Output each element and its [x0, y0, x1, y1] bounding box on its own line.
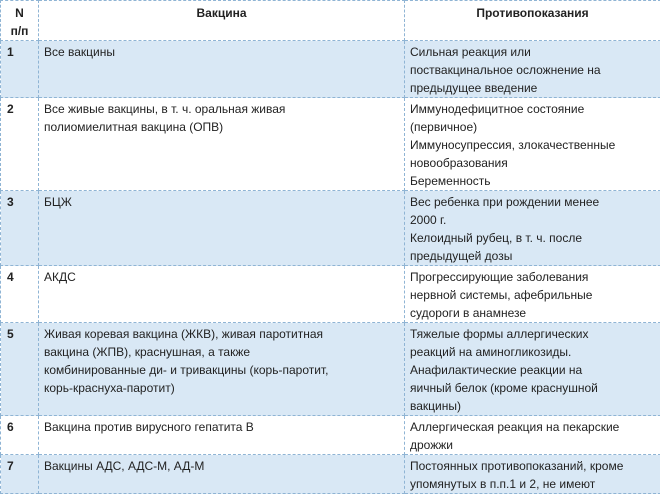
- row-number: 1: [1, 41, 39, 98]
- vaccine-text-line: Живая коревая вакцина (ЖКВ), живая паротитная: [44, 325, 399, 343]
- table-row: [1, 455, 660, 494]
- vaccine-text-line: АКДС: [44, 268, 399, 286]
- table-row: [1, 191, 660, 266]
- contraindication-text-line: Беременность: [410, 172, 655, 190]
- contraindication-cell: [405, 455, 660, 494]
- contraindication-text-line: новообразования: [410, 154, 655, 172]
- table-row: [1, 98, 660, 191]
- vaccine-text-line: полиомиелитная вакцина (ОПВ): [44, 118, 399, 136]
- contraindication-text-line: Анафилактические реакции на: [410, 361, 655, 379]
- contraindication-text-line: Сильная реакция или: [410, 43, 655, 61]
- contraindication-cell: [405, 41, 660, 98]
- vaccine-text-line: корь-краснуха-паротит): [44, 379, 399, 397]
- row-number: 3: [1, 191, 39, 266]
- contraindication-text-line: поствакцинальное осложнение на: [410, 61, 655, 79]
- contraindication-text-line: судороги в анамнезе: [410, 304, 655, 322]
- table-row: [1, 416, 660, 455]
- row-number: 6: [1, 416, 39, 455]
- vaccine-cell: [39, 191, 405, 266]
- vaccine-text-line: Все вакцины: [44, 43, 399, 61]
- row-number: 2: [1, 98, 39, 191]
- contraindication-text-line: Келоидный рубец, в т. ч. после: [410, 229, 655, 247]
- vaccine-cell: [39, 455, 405, 494]
- vaccine-text-line: комбинированные ди- и тривакцины (корь-паротит,: [44, 361, 399, 379]
- vaccine-text-line: вакцина (ЖПВ), краснушная, а также: [44, 343, 399, 361]
- contraindication-text-line: Аллергическая реакция на пекарские: [410, 418, 655, 436]
- row-number: 5: [1, 323, 39, 416]
- contraindication-text-line: предыдущей дозы: [410, 247, 655, 265]
- contraindication-text-line: нервной системы, афебрильные: [410, 286, 655, 304]
- header-vaccine: Вакцина: [39, 1, 405, 41]
- vaccine-text-line: Все живые вакцины, в т. ч. оральная живая: [44, 100, 399, 118]
- vaccine-cell: [39, 41, 405, 98]
- header-row: [1, 1, 660, 41]
- contraindication-text-line: предыдущее введение: [410, 79, 655, 97]
- vaccine-cell: [39, 416, 405, 455]
- contraindication-text-line: реакций на аминогликозиды.: [410, 343, 655, 361]
- vaccine-text-line: Вакцина против вирусного гепатита В: [44, 418, 399, 436]
- contraindication-text-line: дрожжи: [410, 436, 655, 454]
- contraindication-cell: [405, 98, 660, 191]
- contraindication-cell: [405, 323, 660, 416]
- contraindication-text-line: Постоянных противопоказаний, кроме: [410, 457, 655, 475]
- header-number-line1: N: [6, 4, 33, 22]
- contraindication-cell: [405, 266, 660, 323]
- header-number-line2: п/п: [6, 22, 33, 40]
- header-number: [1, 1, 39, 41]
- table-row: [1, 41, 660, 98]
- contraindication-text-line: яичный белок (кроме краснушной: [410, 379, 655, 397]
- contraindication-text-line: (первичное): [410, 118, 655, 136]
- table-row: [1, 266, 660, 323]
- contraindication-text-line: Иммунодефицитное состояние: [410, 100, 655, 118]
- contraindication-text-line: Прогрессирующие заболевания: [410, 268, 655, 286]
- vaccine-text-line: БЦЖ: [44, 193, 399, 211]
- vaccine-cell: [39, 323, 405, 416]
- vaccine-cell: [39, 266, 405, 323]
- contraindication-cell: [405, 416, 660, 455]
- contraindication-text-line: Иммуносупрессия, злокачественные: [410, 136, 655, 154]
- row-number: 4: [1, 266, 39, 323]
- contraindication-cell: [405, 191, 660, 266]
- contraindication-text-line: вакцины): [410, 397, 655, 415]
- header-contraindications: Противопоказания: [405, 1, 660, 41]
- contraindication-text-line: 2000 г.: [410, 211, 655, 229]
- contraindication-text-line: Вес ребенка при рождении менее: [410, 193, 655, 211]
- contraindication-text-line: Тяжелые формы аллергических: [410, 325, 655, 343]
- row-number: 7: [1, 455, 39, 494]
- table-row: [1, 323, 660, 416]
- vaccine-text-line: Вакцины АДС, АДС-М, АД-М: [44, 457, 399, 475]
- contraindication-text-line: упомянутых в п.п.1 и 2, не имеют: [410, 475, 655, 493]
- vaccine-cell: [39, 98, 405, 191]
